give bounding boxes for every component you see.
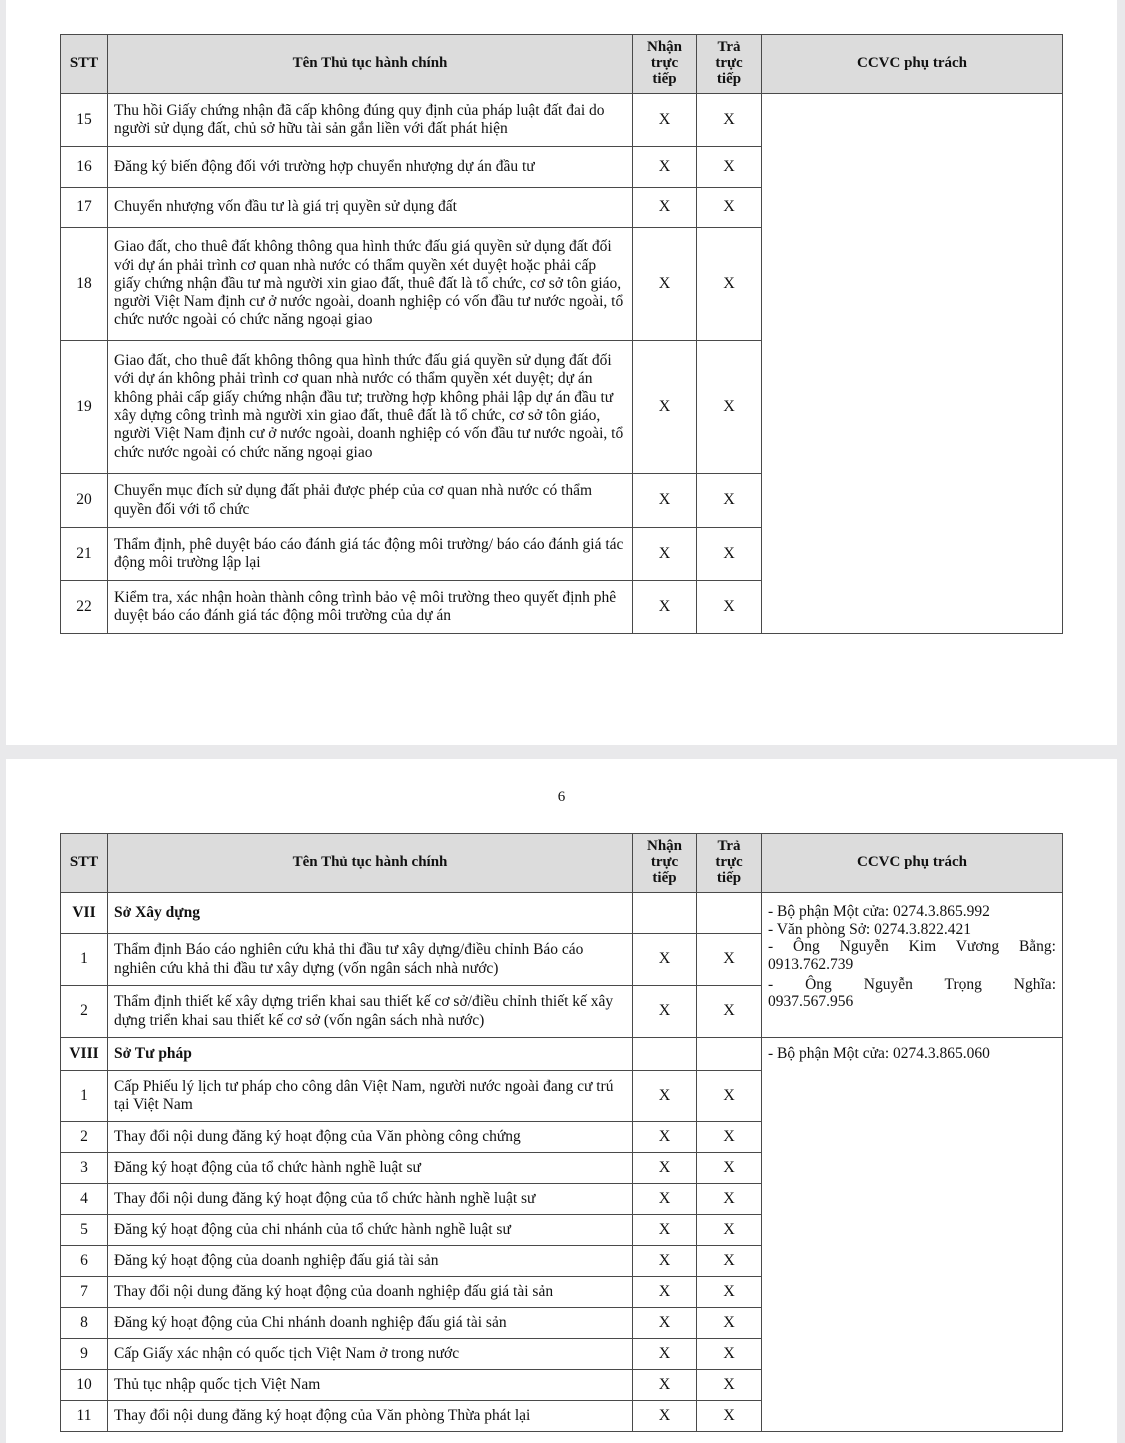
ccvc-line: - Bộ phận Một cửa: 0274.3.865.060 — [768, 1045, 990, 1062]
row-procedure-name: Cấp Giấy xác nhận có quốc tịch Việt Nam ở trong nước — [108, 1339, 633, 1370]
row-return-mark: X — [697, 228, 762, 341]
row-return-mark: X — [697, 94, 762, 147]
section-receive-mark-empty — [633, 893, 697, 934]
section-row-viii — [61, 1038, 1063, 1071]
row-return-mark: X — [697, 1153, 762, 1184]
row-stt: 21 — [61, 528, 108, 581]
row-receive-mark: X — [633, 1308, 697, 1339]
row-receive-mark: X — [633, 1071, 697, 1122]
section-name: Sở Tư pháp — [108, 1038, 633, 1071]
row-procedure-name: Cấp Phiếu lý lịch tư pháp cho công dân Việt Nam, người nước ngoài đang cư trú tại Việt Nam — [108, 1071, 633, 1122]
row-receive-mark: X — [633, 1153, 697, 1184]
row-stt: 7 — [61, 1277, 108, 1308]
row-stt: 2 — [61, 986, 108, 1038]
row-receive-mark: X — [633, 228, 697, 341]
row-procedure-name: Chuyển mục đích sử dụng đất phải được phép của cơ quan nhà nước có thẩm quyền đối với tổ chức — [108, 474, 633, 528]
row-stt: 15 — [61, 94, 108, 147]
row-return-mark: X — [697, 341, 762, 474]
row-procedure-name: Chuyển nhượng vốn đầu tư là giá trị quyền sử dụng đất — [108, 188, 633, 228]
row-return-mark: X — [697, 528, 762, 581]
row-receive-mark: X — [633, 1370, 697, 1401]
header-receive-direct: Nhận trực tiếp — [633, 35, 697, 94]
section-stt: VII — [61, 893, 108, 934]
row-procedure-name: Đăng ký hoạt động của chi nhánh của tổ chức hành nghề luật sư — [108, 1215, 633, 1246]
header-ccvc: CCVC phụ trách — [762, 834, 1063, 893]
procedures-table-page-6 — [60, 833, 1063, 1432]
row-procedure-name: Đăng ký biến động đối với trường hợp chuyển nhượng dự án đầu tư — [108, 147, 633, 188]
section-return-mark-empty — [697, 893, 762, 934]
row-procedure-name: Thu hồi Giấy chứng nhận đã cấp không đúng quy định của pháp luật đất đai do người sử dụng đất, chủ sở hữu tài sản gắn liền với đất phát hiện — [108, 94, 633, 147]
row-stt: 4 — [61, 1184, 108, 1215]
row-return-mark: X — [697, 1277, 762, 1308]
row-procedure-name: Thẩm định, phê duyệt báo cáo đánh giá tác động môi trường/ báo cáo đánh giá tác động môi trường lập lại — [108, 528, 633, 581]
row-stt: 3 — [61, 1153, 108, 1184]
ccvc-contacts-construction — [762, 893, 1063, 1038]
row-receive-mark: X — [633, 1122, 697, 1153]
row-return-mark: X — [697, 986, 762, 1038]
row-receive-mark: X — [633, 581, 697, 634]
row-procedure-name: Thay đổi nội dung đăng ký hoạt động của Văn phòng Thừa phát lại — [108, 1401, 633, 1432]
row-receive-mark: X — [633, 1246, 697, 1277]
row-stt: 20 — [61, 474, 108, 528]
row-stt: 6 — [61, 1246, 108, 1277]
section-name: Sở Xây dựng — [108, 893, 633, 934]
row-return-mark: X — [697, 188, 762, 228]
row-return-mark: X — [697, 1122, 762, 1153]
row-stt: 19 — [61, 341, 108, 474]
row-procedure-name: Thẩm định thiết kế xây dựng triển khai sau thiết kế cơ sở/điều chỉnh thiết kế xây dựng triển khai sau thiết kế cơ sở (vốn ngân sách nhà nước) — [108, 986, 633, 1038]
row-receive-mark: X — [633, 474, 697, 528]
row-return-mark: X — [697, 581, 762, 634]
header-return-direct: Trả trực tiếp — [697, 35, 762, 94]
ccvc-line: - Ông Nguyễn Kim Vương Bằng: — [768, 938, 1056, 956]
row-procedure-name: Giao đất, cho thuê đất không thông qua hình thức đấu giá quyền sử dụng đất đối với dự án phải trình cơ quan nhà nước có thẩm quyền xét duyệt hoặc phải cấp giấy chứng nhận đầu tư mà người xin giao đất, thuê đất là tổ chức, cơ sở tôn giáo, người Việt Nam định cư ở nước ngoài, doanh nghiệp có vốn đầu tư nước ngoài, tổ chức nước ngoài có chức năng ngoại giao — [108, 228, 633, 341]
row-stt: 8 — [61, 1308, 108, 1339]
row-return-mark: X — [697, 474, 762, 528]
row-return-mark: X — [697, 934, 762, 986]
row-stt: 1 — [61, 1071, 108, 1122]
ccvc-line: 0913.762.739 — [768, 955, 854, 973]
header-ccvc: CCVC phụ trách — [762, 35, 1063, 94]
row-procedure-name: Thay đổi nội dung đăng ký hoạt động của Văn phòng công chứng — [108, 1122, 633, 1153]
ccvc-cell-empty — [762, 94, 1063, 634]
row-receive-mark: X — [633, 1184, 697, 1215]
row-stt: 9 — [61, 1339, 108, 1370]
row-return-mark: X — [697, 147, 762, 188]
row-procedure-name: Kiểm tra, xác nhận hoàn thành công trình bảo vệ môi trường theo quyết định phê duyệt báo cáo đánh giá tác động môi trường của dự án — [108, 581, 633, 634]
row-procedure-name: Thay đổi nội dung đăng ký hoạt động của doanh nghiệp đấu giá tài sản — [108, 1277, 633, 1308]
row-stt: 1 — [61, 934, 108, 986]
row-return-mark: X — [697, 1339, 762, 1370]
ccvc-contacts-justice — [762, 1038, 1063, 1432]
row-procedure-name: Giao đất, cho thuê đất không thông qua hình thức đấu giá quyền sử dụng đất đối với dự án không phải trình cơ quan nhà nước có thẩm quyền xét duyệt; dự án không phải cấp giấy chứng nhận đầu tư; trường hợp không phải lập dự án đầu tư xây dựng công trình mà người xin giao đất, thuê đất là tổ chức, cơ sở tôn giáo, người Việt Nam định cư ở nước ngoài, doanh nghiệp có vốn đầu tư nước ngoài, tổ chức nước ngoài có chức năng ngoại giao — [108, 341, 633, 474]
row-receive-mark: X — [633, 147, 697, 188]
document-page-6 — [6, 759, 1117, 1443]
row-stt: 2 — [61, 1122, 108, 1153]
row-return-mark: X — [697, 1184, 762, 1215]
header-return-direct: Trả trực tiếp — [697, 834, 762, 893]
row-stt: 11 — [61, 1401, 108, 1432]
header-receive-direct: Nhận trực tiếp — [633, 834, 697, 893]
row-procedure-name: Thủ tục nhập quốc tịch Việt Nam — [108, 1370, 633, 1401]
header-stt: STT — [61, 35, 108, 94]
procedures-table-page-5 — [60, 34, 1063, 634]
row-return-mark: X — [697, 1071, 762, 1122]
row-receive-mark: X — [633, 1401, 697, 1432]
ccvc-line: 0937.567.956 — [768, 993, 854, 1011]
row-stt: 22 — [61, 581, 108, 634]
ccvc-line: - Văn phòng Sở: 0274.3.822.421 — [768, 920, 971, 938]
row-receive-mark: X — [633, 1339, 697, 1370]
section-receive-mark-empty — [633, 1038, 697, 1071]
row-receive-mark: X — [633, 188, 697, 228]
row-stt: 5 — [61, 1215, 108, 1246]
table-header-row — [61, 834, 1063, 893]
section-row-vii — [61, 893, 1063, 934]
row-stt: 10 — [61, 1370, 108, 1401]
row-procedure-name: Thẩm định Báo cáo nghiên cứu khả thi đầu tư xây dựng/điều chỉnh Báo cáo nghiên cứu khả thi đầu tư xây dựng (vốn ngân sách nhà nước) — [108, 934, 633, 986]
row-return-mark: X — [697, 1401, 762, 1432]
row-receive-mark: X — [633, 934, 697, 986]
header-stt: STT — [61, 834, 108, 893]
ccvc-line: - Ông Nguyễn Trọng Nghĩa: — [768, 975, 1056, 993]
row-return-mark: X — [697, 1370, 762, 1401]
section-stt: VIII — [61, 1038, 108, 1071]
header-procedure-name: Tên Thủ tục hành chính — [108, 834, 633, 893]
table-header-row — [61, 35, 1063, 94]
row-procedure-name: Đăng ký hoạt động của Chi nhánh doanh nghiệp đấu giá tài sản — [108, 1308, 633, 1339]
row-procedure-name: Thay đổi nội dung đăng ký hoạt động của tổ chức hành nghề luật sư — [108, 1184, 633, 1215]
page-number: 6 — [557, 789, 566, 805]
row-return-mark: X — [697, 1246, 762, 1277]
row-procedure-name: Đăng ký hoạt động của tổ chức hành nghề luật sư — [108, 1153, 633, 1184]
document-page-5 — [6, 0, 1117, 745]
row-stt: 18 — [61, 228, 108, 341]
header-procedure-name: Tên Thủ tục hành chính — [108, 35, 633, 94]
row-stt: 17 — [61, 188, 108, 228]
row-return-mark: X — [697, 1308, 762, 1339]
row-receive-mark: X — [633, 341, 697, 474]
ccvc-line: - Bộ phận Một cửa: 0274.3.865.992 — [768, 903, 990, 920]
row-receive-mark: X — [633, 986, 697, 1038]
row-receive-mark: X — [633, 1277, 697, 1308]
row-receive-mark: X — [633, 94, 697, 147]
row-receive-mark: X — [633, 1215, 697, 1246]
row-receive-mark: X — [633, 528, 697, 581]
section-return-mark-empty — [697, 1038, 762, 1071]
row-stt: 16 — [61, 147, 108, 188]
row-procedure-name: Đăng ký hoạt động của doanh nghiệp đấu giá tài sản — [108, 1246, 633, 1277]
row-return-mark: X — [697, 1215, 762, 1246]
table-row — [61, 94, 1063, 147]
